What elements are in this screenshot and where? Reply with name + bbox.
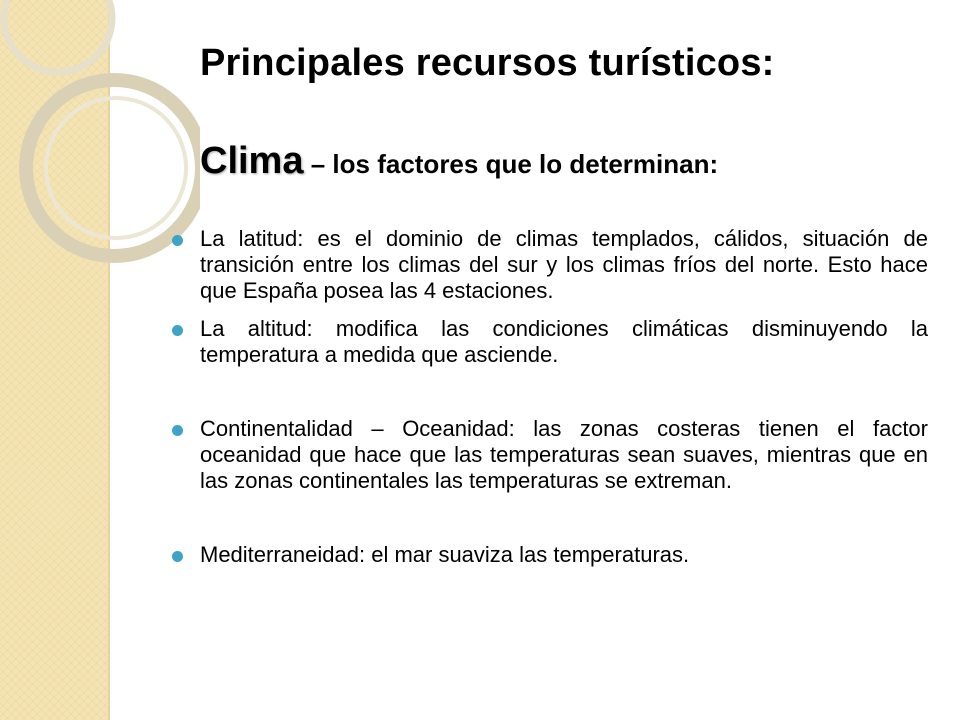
bullet-item-altitud [172,316,928,368]
subtitle-dash: – [303,149,333,179]
bullet-item-mediterraneidad [172,542,928,568]
bullet-text: Continentalidad – Oceanidad: las zonas costeras tienen el factor oceanidad que hace que las temperaturas sean suaves, mientras que en las zonas continentales las temperaturas se extreman. [200,416,928,493]
ring-top [4,0,112,72]
bullet-item-continentalidad [172,416,928,494]
subtitle-text: los factores que lo determinan: [332,149,719,179]
decorative-rings [0,0,200,300]
bullet-text: La latitud: es el dominio de climas templados, cálidos, situación de transición entre los climas del sur y los climas fríos del norte. Esto hace que España posea las 4 estaciones. [200,226,928,303]
slide-subtitle [200,140,718,183]
bullet-dot-icon [172,551,183,562]
slide-title: Principales recursos turísticos: [200,42,775,84]
bullet-text: La altitud: modifica las condiciones climáticas disminuyendo la temperatura a medida que asciende. [200,316,928,367]
bullet-list [172,226,928,568]
bullet-dot-icon [172,425,183,436]
subtitle-emphasis: Clima [200,140,304,182]
ring-inner [46,98,186,238]
bullet-dot-icon [172,235,183,246]
bullet-item-latitud [172,226,928,304]
bullet-text: Mediterraneidad: el mar suaviza las temperaturas. [200,542,690,567]
bullet-dot-icon [172,325,183,336]
